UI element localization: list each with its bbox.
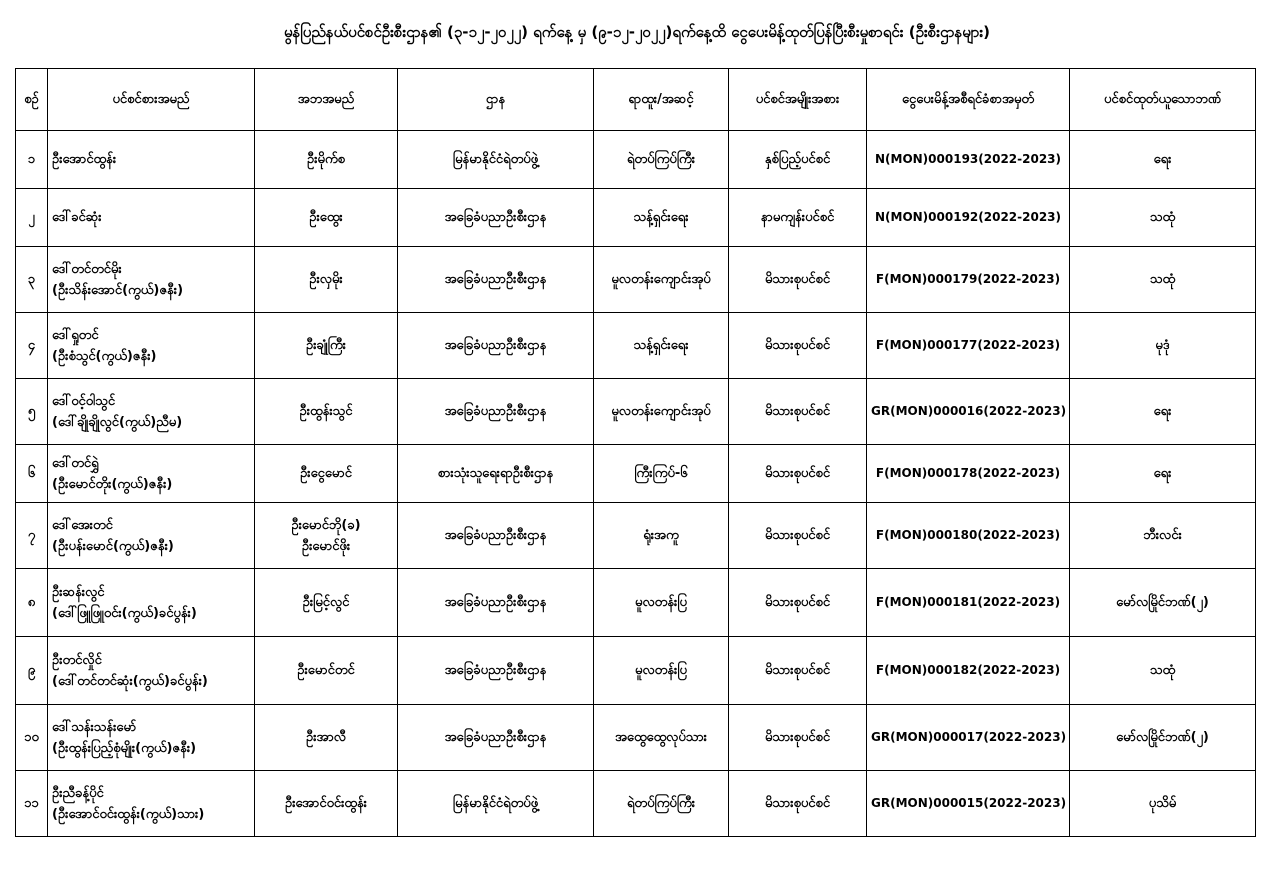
department: အခြေခံပညာဦးစီးဌာန bbox=[444, 210, 547, 225]
cell-pension-type bbox=[729, 313, 867, 379]
cell-department bbox=[398, 313, 594, 379]
cell-rank bbox=[594, 445, 729, 503]
bank: သထုံ bbox=[1149, 663, 1176, 678]
table-row bbox=[16, 247, 1256, 313]
header-rank: ရာထူး/အဆင့် bbox=[594, 69, 729, 131]
cell-no bbox=[16, 503, 48, 569]
cell-rank bbox=[594, 313, 729, 379]
pension-type: မိသားစုပင်စင် bbox=[764, 730, 831, 745]
cell-bank bbox=[1070, 313, 1256, 379]
pension-type: မိသားစုပင်စင် bbox=[764, 796, 831, 811]
permit-number: GR(MON)000017(2022-2023) bbox=[871, 730, 1067, 744]
cell-pensioner-name bbox=[48, 247, 255, 313]
pension-type: မိသားစုပင်စင် bbox=[764, 404, 831, 419]
cell-pension-type bbox=[729, 637, 867, 705]
cell-permit-number bbox=[867, 131, 1070, 189]
cell-pensioner-name bbox=[48, 705, 255, 771]
cell-pensioner-name bbox=[48, 313, 255, 379]
bank: သထုံ bbox=[1149, 272, 1176, 287]
department: စားသုံးသူရေးရာဦးစီးဌာန bbox=[437, 466, 554, 481]
header-no: စဉ် bbox=[16, 69, 48, 131]
pensioner-relation: (ဦးအောင်ဝင်းထွန်း(ကွယ်)သား) bbox=[52, 806, 205, 822]
table-row bbox=[16, 379, 1256, 445]
father-name: ဦးအောင်ဝင်းထွန်း bbox=[285, 796, 367, 811]
cell-pension-type bbox=[729, 569, 867, 637]
pension-type: မိသားစုပင်စင် bbox=[764, 466, 831, 481]
cell-rank bbox=[594, 637, 729, 705]
rank: ရဲတပ်ကြပ်ကြီး bbox=[626, 796, 696, 811]
father-name: ဦးထွန်းသွင် bbox=[299, 404, 353, 419]
department: အခြေခံပညာဦးစီးဌာန bbox=[444, 404, 547, 419]
pensioner-name: ဒေါ်အေးတင် bbox=[52, 517, 113, 533]
permit-number: F(MON)000179(2022-2023) bbox=[875, 272, 1061, 286]
pension-type: နာမကျန်းပင်စင် bbox=[760, 210, 835, 225]
bank: မုဒုံ bbox=[1155, 338, 1170, 353]
bank: ရေး bbox=[1153, 466, 1172, 481]
cell-department bbox=[398, 771, 594, 837]
permit-number: F(MON)000182(2022-2023) bbox=[875, 663, 1061, 677]
cell-pension-type bbox=[729, 445, 867, 503]
cell-bank bbox=[1070, 569, 1256, 637]
cell-permit-number bbox=[867, 313, 1070, 379]
rank: ကြီးကြပ်-၆ bbox=[634, 466, 688, 481]
cell-father-name bbox=[255, 445, 398, 503]
cell-father-name bbox=[255, 189, 398, 247]
cell-pension-type bbox=[729, 379, 867, 445]
cell-pensioner-name bbox=[48, 771, 255, 837]
table-row bbox=[16, 771, 1256, 837]
department: အခြေခံပညာဦးစီးဌာန bbox=[444, 663, 547, 678]
header-bank: ပင်စင်ထုတ်ယူသောဘဏ် bbox=[1070, 69, 1256, 131]
permit-number: GR(MON)000015(2022-2023) bbox=[871, 796, 1067, 810]
pensioner-name: ဒေါ်ဝင့်ဝါသွင် bbox=[52, 393, 116, 409]
rank: ရုံးအကူ bbox=[643, 528, 679, 543]
table-row bbox=[16, 569, 1256, 637]
pensioner-relation: (ဒေါ်ချိုချိုလွင်(ကွယ်)ညီမ) bbox=[52, 414, 183, 430]
cell-no bbox=[16, 313, 48, 379]
cell-bank bbox=[1070, 379, 1256, 445]
cell-pensioner-name bbox=[48, 503, 255, 569]
father-name: ဦးမြင့်လွင် bbox=[302, 595, 350, 610]
bank: ဘီးလင်း bbox=[1143, 528, 1182, 543]
father-name: ဦးထွေး bbox=[309, 210, 343, 225]
table-row bbox=[16, 131, 1256, 189]
bank: မော်လမြိုင်ဘဏ်(၂) bbox=[1116, 730, 1209, 745]
cell-father-name bbox=[255, 313, 398, 379]
table-row bbox=[16, 637, 1256, 705]
rank: သန့်ရှင်းရေး bbox=[633, 338, 689, 353]
cell-pension-type bbox=[729, 771, 867, 837]
cell-rank bbox=[594, 705, 729, 771]
row-number: ၇ bbox=[27, 528, 36, 543]
bank: ပုသိမ် bbox=[1148, 796, 1177, 811]
permit-number: F(MON)000178(2022-2023) bbox=[875, 466, 1061, 480]
rank: မူလတန်းကျောင်းအုပ် bbox=[611, 272, 711, 287]
row-number: ၆ bbox=[27, 466, 36, 481]
cell-pensioner-name bbox=[48, 637, 255, 705]
department: အခြေခံပညာဦးစီးဌာန bbox=[444, 272, 547, 287]
pension-type: မိသားစုပင်စင် bbox=[764, 338, 831, 353]
cell-permit-number bbox=[867, 705, 1070, 771]
cell-pension-type bbox=[729, 131, 867, 189]
permit-number: F(MON)000177(2022-2023) bbox=[875, 338, 1061, 352]
cell-bank bbox=[1070, 705, 1256, 771]
pensioner-name: ဦးညီခန့်ပိုင် bbox=[52, 785, 104, 801]
table-row bbox=[16, 189, 1256, 247]
cell-rank bbox=[594, 569, 729, 637]
table-header bbox=[16, 69, 1256, 131]
pensioner-relation: (ဦးထွန်းပြည့်စုံမျိုး(ကွယ်)ဇနီး) bbox=[52, 740, 197, 756]
cell-department bbox=[398, 637, 594, 705]
pensioner-relation: (ဒေါ်ဖြူဖြူဝင်း(ကွယ်)ခင်ပွန်း) bbox=[52, 605, 197, 621]
row-number: ၁၁ bbox=[24, 796, 39, 811]
department: အခြေခံပညာဦးစီးဌာန bbox=[444, 730, 547, 745]
cell-permit-number bbox=[867, 503, 1070, 569]
cell-permit-number bbox=[867, 771, 1070, 837]
cell-permit-number bbox=[867, 569, 1070, 637]
cell-pensioner-name bbox=[48, 131, 255, 189]
rank: အထွေထွေလုပ်သား bbox=[614, 730, 707, 745]
pensioner-relation: (ဦးစံသွင်(ကွယ်)ဇနီး) bbox=[52, 348, 157, 364]
pensioner-name: ဒေါ်ခင်ဆုံး bbox=[52, 210, 102, 225]
cell-father-name bbox=[255, 131, 398, 189]
cell-department bbox=[398, 247, 594, 313]
pension-type: နှစ်ပြည့်ပင်စင် bbox=[764, 152, 831, 167]
table-row bbox=[16, 705, 1256, 771]
row-number: ၉ bbox=[27, 663, 36, 678]
table-row bbox=[16, 445, 1256, 503]
cell-no bbox=[16, 705, 48, 771]
father-name: ဦးမောင်တင် bbox=[297, 663, 355, 678]
bank: ရေး bbox=[1153, 404, 1172, 419]
header-father-name: အဘအမည် bbox=[255, 69, 398, 131]
father-name: ဦးမိုက်စ bbox=[307, 152, 345, 167]
header-permit-number: ငွေပေးမိန့်အစီရင်ခံစာအမှတ် bbox=[867, 69, 1070, 131]
permit-number: GR(MON)000016(2022-2023) bbox=[871, 404, 1067, 418]
cell-rank bbox=[594, 247, 729, 313]
pensioner-relation: (ဦးသိန်းအောင်(ကွယ်)ဇနီး) bbox=[52, 282, 184, 298]
cell-father-name bbox=[255, 379, 398, 445]
permit-number: F(MON)000180(2022-2023) bbox=[875, 528, 1061, 542]
pension-type: မိသားစုပင်စင် bbox=[764, 528, 831, 543]
cell-permit-number bbox=[867, 637, 1070, 705]
cell-rank bbox=[594, 503, 729, 569]
cell-father-name bbox=[255, 771, 398, 837]
pension-type: မိသားစုပင်စင် bbox=[764, 595, 831, 610]
header-department: ဌာန bbox=[398, 69, 594, 131]
rank: မူလတန်းပြ bbox=[635, 663, 687, 678]
cell-bank bbox=[1070, 771, 1256, 837]
pensioner-name: ဒေါ်တင်တင်မိုး bbox=[52, 261, 122, 277]
cell-department bbox=[398, 503, 594, 569]
cell-no bbox=[16, 189, 48, 247]
father-name: ဦးမောင်ဘို(ခ) bbox=[291, 517, 361, 533]
pensioner-name: ဒေါ်တင်ရွှဲ bbox=[52, 455, 99, 471]
cell-bank bbox=[1070, 247, 1256, 313]
row-number: ၁ bbox=[27, 152, 36, 167]
rank: သန့်ရှင်းရေး bbox=[633, 210, 689, 225]
page-title: မွန်ပြည်နယ်ပင်စင်ဦးစီးဌာန၏ (၃-၁၂-၂၀၂၂) ရက်နေ့ မှ (၉-၁၂-၂၀၂၂)ရက်နေ့ထိ ငွေပေးမိန့်ထုတ်ပြန်ပြီးစီးမှုစာရင်း (ဦးစီးဌာနများ) bbox=[283, 23, 991, 41]
table-row bbox=[16, 503, 1256, 569]
pension-type: မိသားစုပင်စင် bbox=[764, 663, 831, 678]
cell-no bbox=[16, 569, 48, 637]
cell-permit-number bbox=[867, 379, 1070, 445]
cell-father-name bbox=[255, 705, 398, 771]
father-name: ဦးချုံကြီး bbox=[306, 338, 346, 353]
cell-pensioner-name bbox=[48, 189, 255, 247]
pensioner-name: ဦးဆန်းလွင် bbox=[52, 584, 105, 600]
father-name: ဦးလှမိုး bbox=[309, 272, 343, 287]
bank: မော်လမြိုင်ဘဏ်(၂) bbox=[1116, 595, 1209, 610]
cell-bank bbox=[1070, 637, 1256, 705]
cell-bank bbox=[1070, 189, 1256, 247]
cell-pensioner-name bbox=[48, 379, 255, 445]
cell-department bbox=[398, 379, 594, 445]
pensioner-name: ဦးအောင်ထွန်း bbox=[52, 152, 117, 167]
cell-rank bbox=[594, 189, 729, 247]
table-body bbox=[16, 131, 1256, 837]
row-number: ၄ bbox=[27, 338, 36, 353]
cell-no bbox=[16, 637, 48, 705]
cell-department bbox=[398, 189, 594, 247]
cell-pension-type bbox=[729, 189, 867, 247]
pensioner-relation: (ဦးမောင်တိုး(ကွယ်)ဇနီး) bbox=[52, 476, 173, 492]
row-number: ၂ bbox=[28, 210, 35, 225]
cell-department bbox=[398, 569, 594, 637]
pensioner-name: ဒေါ်ရှုတင် bbox=[52, 327, 99, 343]
permit-number: N(MON)000193(2022-2023) bbox=[874, 152, 1062, 166]
cell-pensioner-name bbox=[48, 569, 255, 637]
cell-department bbox=[398, 445, 594, 503]
row-number: ၁၀ bbox=[24, 730, 39, 745]
rank: ရဲတပ်ကြပ်ကြီး bbox=[626, 152, 696, 167]
row-number: ၈ bbox=[27, 595, 36, 610]
cell-pension-type bbox=[729, 503, 867, 569]
pension-table bbox=[15, 68, 1256, 837]
cell-father-name bbox=[255, 503, 398, 569]
cell-father-name bbox=[255, 637, 398, 705]
permit-number: N(MON)000192(2022-2023) bbox=[874, 210, 1062, 224]
table-row bbox=[16, 313, 1256, 379]
header-pension-type: ပင်စင်အမျိုးအစား bbox=[729, 69, 867, 131]
cell-rank bbox=[594, 379, 729, 445]
cell-father-name bbox=[255, 247, 398, 313]
cell-no bbox=[16, 379, 48, 445]
cell-bank bbox=[1070, 131, 1256, 189]
cell-no bbox=[16, 131, 48, 189]
cell-no bbox=[16, 771, 48, 837]
father-name: ဦးငွေမောင် bbox=[300, 466, 352, 481]
cell-no bbox=[16, 445, 48, 503]
cell-permit-number bbox=[867, 247, 1070, 313]
cell-permit-number bbox=[867, 189, 1070, 247]
pensioner-relation: (ဒေါ်တင်တင်ဆုံး(ကွယ်)ခင်ပွန်း) bbox=[52, 673, 208, 689]
cell-rank bbox=[594, 131, 729, 189]
pensioner-name: ဒေါ်သန်းသန်းမော် bbox=[52, 719, 137, 735]
cell-father-name bbox=[255, 569, 398, 637]
department: အခြေခံပညာဦးစီးဌာန bbox=[444, 595, 547, 610]
cell-pension-type bbox=[729, 247, 867, 313]
pensioner-name: ဦးတင်လှိုင် bbox=[52, 652, 102, 668]
department: မြန်မာနိုင်ငံရဲတပ်ဖွဲ့ bbox=[452, 796, 539, 811]
department: မြန်မာနိုင်ငံရဲတပ်ဖွဲ့ bbox=[452, 152, 539, 167]
cell-department bbox=[398, 705, 594, 771]
cell-rank bbox=[594, 771, 729, 837]
pension-type: မိသားစုပင်စင် bbox=[764, 272, 831, 287]
department: အခြေခံပညာဦးစီးဌာန bbox=[444, 338, 547, 353]
pensioner-relation: (ဦးပန်းမောင်(ကွယ်)ဇနီး) bbox=[52, 538, 174, 554]
cell-pension-type bbox=[729, 705, 867, 771]
bank: သထုံ bbox=[1149, 210, 1176, 225]
father-name: ဦးအာလီ bbox=[306, 730, 346, 745]
header-pensioner-name: ပင်စင်စားအမည် bbox=[48, 69, 255, 131]
row-number: ၃ bbox=[27, 272, 36, 287]
cell-no bbox=[16, 247, 48, 313]
father-name-alias: ဦးမောင်ဖိုး bbox=[301, 538, 351, 554]
cell-pensioner-name bbox=[48, 445, 255, 503]
rank: မူလတန်းကျောင်းအုပ် bbox=[611, 404, 711, 419]
bank: ရေး bbox=[1153, 152, 1172, 167]
cell-department bbox=[398, 131, 594, 189]
permit-number: F(MON)000181(2022-2023) bbox=[875, 595, 1061, 609]
department: အခြေခံပညာဦးစီးဌာန bbox=[444, 528, 547, 543]
rank: မူလတန်းပြ bbox=[635, 595, 687, 610]
header-row bbox=[16, 69, 1256, 131]
cell-permit-number bbox=[867, 445, 1070, 503]
cell-bank bbox=[1070, 445, 1256, 503]
row-number: ၅ bbox=[27, 404, 36, 419]
cell-bank bbox=[1070, 503, 1256, 569]
